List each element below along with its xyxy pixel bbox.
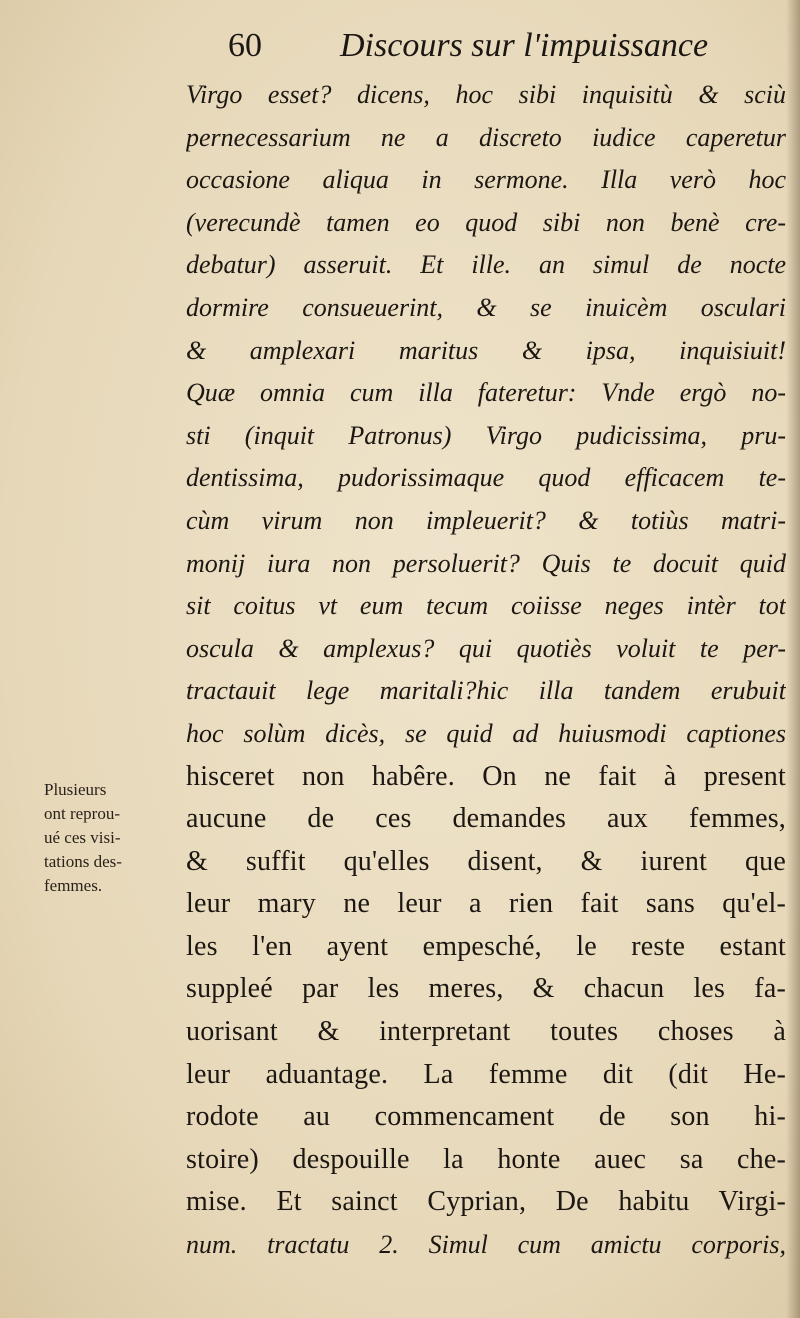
text-line: num. tractatu 2. Simul cum amictu corporis,	[186, 1230, 786, 1260]
text-line: leur aduantage. La femme dit (dit He-	[186, 1058, 786, 1090]
page-header	[228, 18, 788, 74]
text-line: debatur) asseruit. Et ille. an simul de nocte	[186, 250, 786, 280]
text-line: Quæ omnia cum illa fateretur: Vnde ergò no-	[186, 378, 786, 408]
margin-note-line: ué ces visi-	[44, 828, 121, 847]
text-line: tractauit lege maritali?hic illa tandem erubuit	[186, 676, 786, 706]
margin-note	[44, 778, 180, 898]
text-line: monij iura non persoluerit? Quis te docuit quid	[186, 548, 786, 578]
margin-note-line: ont reprou-	[44, 804, 121, 823]
text-line: aucune de ces demandes aux femmes,	[186, 803, 786, 835]
running-title: Discours sur l'impuissance	[340, 27, 709, 64]
text-line: & suffit qu'elles disent, & iurent que	[186, 845, 786, 877]
text-line: cùm virum non impleuerit? & totiùs matri-	[186, 505, 786, 535]
page-number: 60	[228, 27, 262, 64]
text-line: sit coitus vt eum tecum coiisse neges intèr tot	[186, 591, 786, 621]
text-line: sti (inquit Patronus) Virgo pudicissima, pru-	[186, 420, 786, 450]
text-line: Virgo esset? dicens, hoc sibi inquisitù & sciù	[186, 80, 786, 109]
text-line: occasione aliqua in sermone. Illa verò hoc	[186, 165, 786, 195]
text-line: uorisant & interpretant toutes choses à	[186, 1016, 786, 1048]
text-line: (verecundè tamen eo quod sibi non benè cre-	[186, 207, 786, 237]
text-line: dentissima, pudorissimaque quod efficacem te-	[186, 463, 786, 493]
text-body	[186, 74, 786, 1267]
text-line: leur mary ne leur a rien fait sans qu'el-	[186, 888, 786, 920]
text-line: oscula & amplexus? qui quotiès voluit te per-	[186, 633, 786, 663]
text-line: & amplexari maritus & ipsa, inquisiuit!	[186, 335, 786, 365]
text-line: pernecessarium ne a discreto iudice caperetur	[186, 122, 786, 152]
text-line: mise. Et sainct Cyprian, De habitu Virgi-	[186, 1186, 786, 1218]
margin-note-line: Plusieurs	[44, 780, 107, 799]
margin-note-line: tations des-	[44, 852, 122, 871]
text-line: hisceret non habêre. On ne fait à present	[186, 760, 786, 792]
text-line: dormire consueuerint, & se inuicèm osculari	[186, 292, 786, 322]
text-line: stoire) despouille la honte auec sa che-	[186, 1143, 786, 1175]
text-line: rodote au commencament de son hi-	[186, 1101, 786, 1133]
text-line: les l'en ayent empesché, le reste estant	[186, 930, 786, 962]
margin-note-line: femmes.	[44, 876, 103, 895]
text-line: suppleé par les meres, & chacun les fa-	[186, 973, 786, 1005]
gutter-shadow	[786, 0, 800, 1318]
text-line: hoc solùm dicès, se quid ad huiusmodi captiones	[186, 718, 786, 748]
